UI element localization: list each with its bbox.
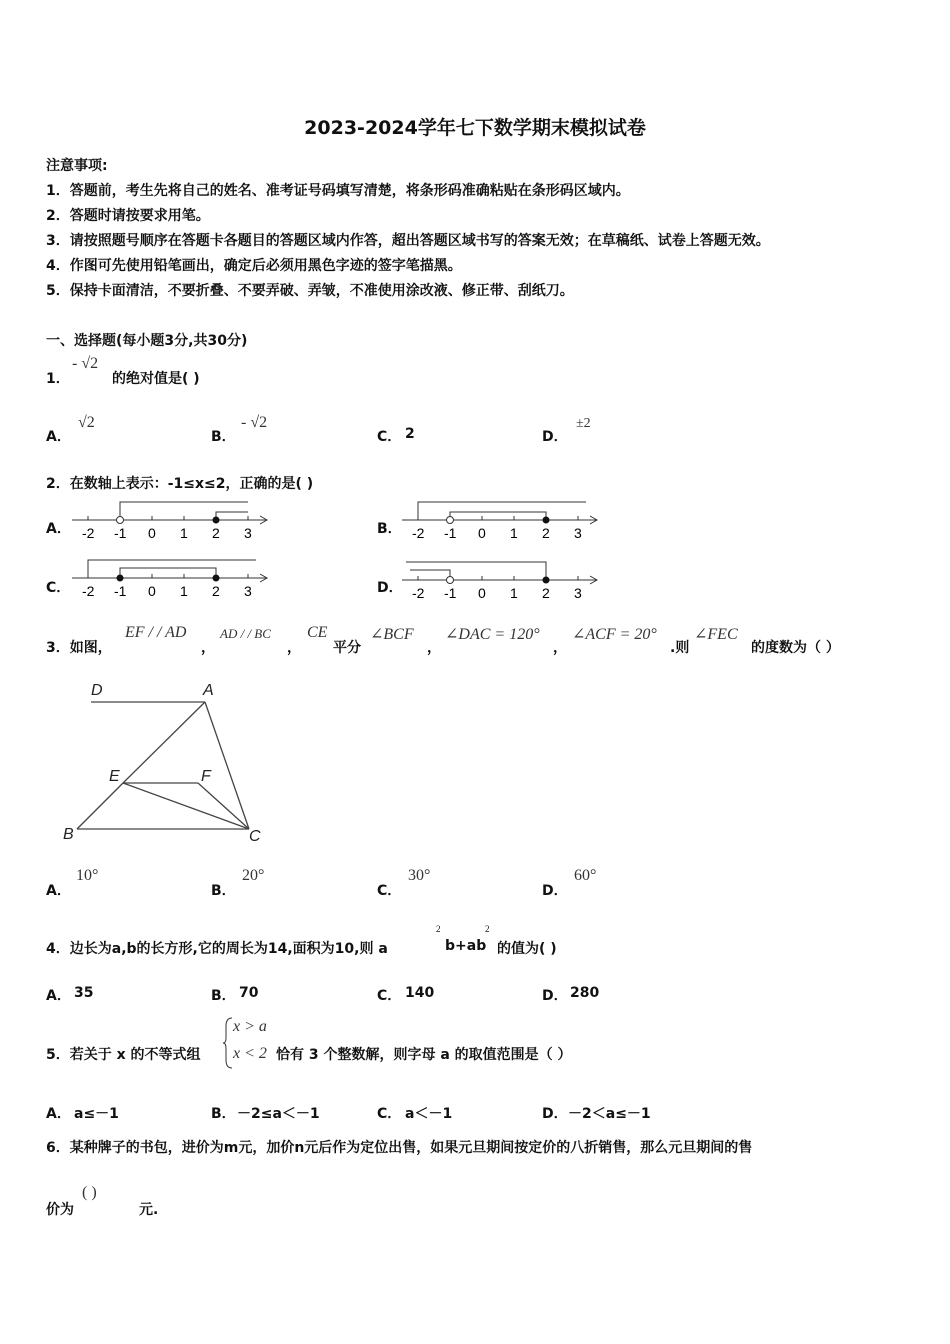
tick-marks [88,516,248,520]
q3-figure [55,675,285,850]
q3-cond-acf: ∠ACF = 20° [572,626,657,643]
q5-option-a-label: A． [46,1106,71,1122]
notice-heading: 注意事项: [46,158,108,174]
point-label-a: A [203,682,214,699]
q1-option-d-value: ±2 [576,416,591,431]
q5-option-d-label: D． [542,1106,568,1122]
q4-option-a-value: 35 [74,985,94,1001]
q6-line-2b: 元. [139,1202,159,1218]
q3-option-d-label: D． [542,883,568,899]
q4-option-c-value: 140 [405,985,435,1001]
q2-option-c-label: C． [46,580,71,596]
q4-exponent: 2 [436,924,441,934]
q1-option-a-value: √2 [78,414,95,431]
point-label-c: C [249,828,261,845]
svg-text:2: 2 [542,525,550,541]
q4-option-a-label: A． [46,988,71,1004]
q3-option-d-value: 60° [574,867,597,884]
q2-option-a-label: A． [46,521,71,537]
svg-text:0: 0 [478,585,486,601]
q4-text-b: b+ab [445,938,487,954]
q3-sep: ， [553,640,567,656]
svg-text:3: 3 [244,583,252,599]
q5-option-c-label: C． [377,1106,402,1122]
svg-text:-2: -2 [82,583,95,599]
q4-option-b-label: B． [211,988,236,1004]
tick-label: -2 [82,525,95,541]
q3-text-bisect: 平分 [333,640,361,656]
q6-blank: ( ) [82,1184,97,1201]
q6-line-1: 6．某种牌子的书包，进价为m元，加价n元后作为定位出售，如果元旦期间按定价的八折销售，那么元旦期间的售 [46,1140,753,1156]
svg-text:0: 0 [148,583,156,599]
q1-number: 1． [46,371,70,387]
svg-text:0: 0 [478,525,486,541]
q2-number-line-c [72,554,272,602]
svg-text:3: 3 [574,585,582,601]
notice-item: 4．作图可先使用铅笔画出，确定后必须用黑色字迹的签字笔描黑。 [46,258,462,274]
tick-label: 2 [212,525,220,541]
q5-option-b-label: B． [211,1106,236,1122]
q2-number-line-b [402,496,602,544]
svg-text:-1: -1 [444,525,457,541]
notice-item: 3．请按照题号顺序在答题卡各题目的答题区域内作答，超出答题区域书写的答案无效；在草稿纸、试卷上答题无效。 [46,233,770,249]
q4-option-d-label: D． [542,988,568,1004]
page-title: 2023-2024学年七下数学期末模拟试卷 [304,117,646,139]
q5-option-a-value: a≤－1 [74,1106,119,1122]
q3-option-c-label: C． [377,883,402,899]
q3-number: 3．如图， [46,640,112,656]
q3-option-a-label: A． [46,883,71,899]
q3-option-c-value: 30° [408,867,431,884]
point-label-d: D [91,682,103,699]
q4-option-b-value: 70 [239,985,259,1001]
svg-text:2: 2 [212,583,220,599]
tick-label: 3 [244,525,252,541]
q3-cond-bcf: ∠BCF [370,626,414,643]
q1-option-b-label: B． [211,429,236,445]
point-label-e: E [109,768,120,785]
point-label-b: B [63,826,74,843]
q3-cond-fec: ∠FEC [694,626,738,643]
q3-text-then: .则 [670,640,690,656]
svg-text:-2: -2 [412,585,425,601]
q5-inequality-1: x > a [233,1018,267,1035]
notice-item: 1．答题前，考生先将自己的姓名、准考证号码填写清楚，将条形码准确粘贴在条形码区域内。 [46,183,630,199]
q2-option-b-label: B． [377,521,402,537]
q3-text-ask: 的度数为（ ） [751,640,840,656]
q5-option-c-value: a＜－1 [405,1106,453,1122]
q4-exponent: 2 [485,924,490,934]
q2-number-line-d [402,556,602,604]
svg-text:3: 3 [574,525,582,541]
q4-option-c-label: C． [377,988,402,1004]
notice-item: 5．保持卡面清洁，不要折叠、不要弄破、弄皱，不准使用涂改液、修正带、刮纸刀。 [46,283,574,299]
q3-sep: ， [427,640,441,656]
svg-text:1: 1 [180,583,188,599]
tick-label: 1 [180,525,188,541]
q4-option-d-value: 280 [570,985,600,1001]
notice-item: 2．答题时请按要求用笔。 [46,208,210,224]
q5-option-d-value: －2＜a≤－1 [568,1106,651,1122]
q2-number-line-a [72,496,272,544]
q3-cond-ef-ad: EF / / AD [125,624,187,641]
q2-option-d-label: D． [377,580,403,596]
svg-text:1: 1 [510,585,518,601]
q3-sep: ， [287,640,301,656]
q3-option-b-value: 20° [242,867,265,884]
q1-option-b-value: - √2 [241,414,268,431]
q5-inequality-2: x < 2 [233,1045,267,1062]
q5-option-b-value: －2≤a＜－1 [237,1106,320,1122]
svg-text:-2: -2 [412,525,425,541]
q1-option-a-label: A． [46,429,71,445]
q3-option-a-value: 10° [76,867,99,884]
q5-text-b: 恰有 3 个整数解，则字母 a 的取值范围是（ ） [276,1047,572,1063]
svg-text:-1: -1 [114,583,127,599]
q1-option-c-label: C． [377,429,402,445]
section-heading: 一、选择题(每小题3分,共30分) [46,333,248,349]
svg-text:-1: -1 [444,585,457,601]
q1-option-d-label: D． [542,429,568,445]
q3-sep: ， [201,640,215,656]
q2-text: 2．在数轴上表示：-1≤x≤2，正确的是( ) [46,476,314,492]
q3-cond-dac: ∠DAC = 120° [445,626,540,643]
point-label-f: F [201,768,211,785]
q1-option-c-value: 2 [405,426,415,442]
q6-line-2a: 价为 [46,1202,74,1218]
q1-expression: - √2 [72,355,99,372]
q3-cond-ad-bc: AD / / BC [220,626,271,641]
q1-text: 的绝对值是( ) [112,371,200,387]
q4-text-c: 的值为( ) [497,941,557,957]
tick-label: -1 [114,525,127,541]
svg-text:2: 2 [542,585,550,601]
q4-text-a: 4．边长为a,b的长方形,它的周长为14,面积为10,则 a [46,941,388,957]
svg-text:1: 1 [510,525,518,541]
q3-option-b-label: B． [211,883,236,899]
q3-cond-ce: CE [307,624,328,641]
q5-text-a: 5．若关于 x 的不等式组 [46,1047,201,1063]
tick-label: 0 [148,525,156,541]
